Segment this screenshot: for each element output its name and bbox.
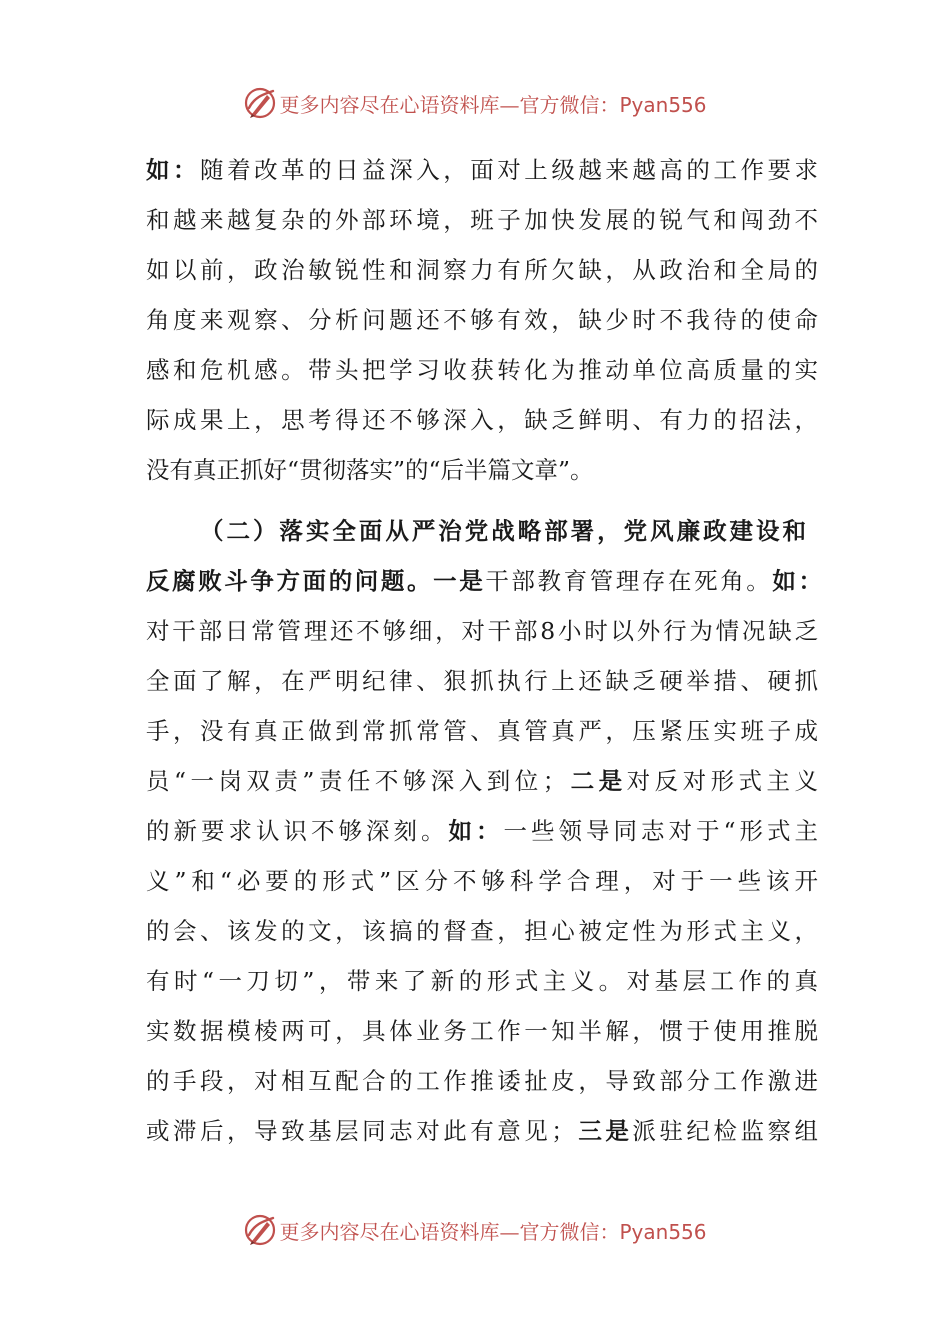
text-segment: 如以前，政治敏锐性和洞察力有所欠缺，从政治和全局的 (146, 256, 818, 284)
text-segment: 没有真正抓好“贯彻落实”的“后半篇文章”。 (146, 456, 594, 484)
bold-text-segment: 如： (146, 156, 201, 184)
text-line-18 (146, 1006, 818, 1056)
text-line-3 (146, 245, 818, 295)
watermark-wechat-id: Pyan556 (619, 1219, 707, 1244)
text-line-15 (146, 856, 818, 906)
text-segment: 对干部日常管理还不够细，对干部8小时以外行为情况缺乏 (146, 617, 818, 645)
text-segment: 义”和“必要的形式”区分不够科学合理，对于一些该开 (146, 867, 818, 895)
text-segment: 员“一岗双责”责任不够深入到位； (146, 767, 567, 795)
text-segment: 有时“一刀切”，带来了新的形式主义。对基层工作的真 (146, 967, 818, 995)
text-line-11 (146, 656, 818, 706)
text-segment: 的会、该发的文，该搞的督查，担心被定性为形式主义， (146, 917, 818, 945)
text-line-13 (146, 756, 818, 806)
bold-text-segment: 二是 (566, 767, 627, 795)
section-heading-line-1 (200, 506, 806, 556)
text-segment: 的手段，对相互配合的工作推诿扯皮，导致部分工作激进 (146, 1067, 818, 1095)
text-line-12 (146, 706, 818, 756)
pen-logo-icon (243, 1213, 277, 1247)
bold-text-segment: 如： (448, 817, 504, 845)
text-segment: 角度来观察、分析问题还不够有效，缺少时不我待的使命 (146, 306, 818, 334)
bold-text-segment: 反腐败斗争方面的问题。一是 (146, 567, 486, 595)
text-line-4 (146, 295, 818, 345)
text-segment: 的新要求认识不够深刻。 (146, 817, 449, 845)
text-segment: 手，没有真正做到常抓常管、真管真严，压紧压实班子成 (146, 717, 818, 745)
text-line-2 (146, 195, 818, 245)
bold-text-segment: （二）落实全面从严治党战略部署，党风廉政建设和 (200, 517, 806, 545)
text-line-19 (146, 1056, 818, 1106)
text-line-9 (146, 556, 822, 606)
watermark-text: 更多内容尽在心语资料库—官方微信：Pyan556 (279, 1219, 707, 1244)
text-segment: 随着改革的日益深入，面对上级越来越高的工作要求 (200, 156, 818, 184)
text-line-14 (146, 806, 818, 856)
text-segment: 全面了解，在严明纪律、狠抓执行上还缺乏硬举措、硬抓 (146, 667, 818, 695)
text-line-20 (146, 1106, 818, 1156)
text-segment: 对反对形式主义 (626, 767, 818, 795)
watermark-wechat-id: Pyan556 (619, 92, 707, 117)
watermark-banner-bottom (0, 1210, 950, 1250)
text-segment: 际成果上，思考得还不够深入，缺乏鲜明、有力的招法， (146, 406, 818, 434)
watermark-text: 更多内容尽在心语资料库—官方微信：Pyan556 (279, 92, 707, 117)
text-segment: 实数据模棱两可，具体业务工作一知半解，惯于使用推脱 (146, 1017, 818, 1045)
bold-text-segment: 如： (772, 567, 822, 595)
text-line-1 (146, 145, 818, 195)
text-segment: 感和危机感。带头把学习收获转化为推动单位高质量的实 (146, 356, 818, 384)
text-line-7 (146, 445, 818, 495)
text-segment: 干部教育管理存在死角。 (485, 567, 773, 595)
text-line-5 (146, 345, 818, 395)
text-line-6 (146, 395, 818, 445)
text-segment: 和越来越复杂的外部环境，班子加快发展的锐气和闯劲不 (146, 206, 818, 234)
text-line-17 (146, 956, 818, 1006)
text-segment: 或滞后，导致基层同志对此有意见； (146, 1117, 575, 1145)
bold-text-segment: 三是 (574, 1117, 633, 1145)
watermark-banner-top (0, 83, 950, 123)
text-segment: 一些领导同志对于“形式主 (503, 817, 818, 845)
text-line-16 (146, 906, 818, 956)
pen-logo-icon (243, 86, 277, 120)
text-line-10 (146, 606, 818, 656)
text-segment: 派驻纪检监察组 (632, 1117, 818, 1145)
